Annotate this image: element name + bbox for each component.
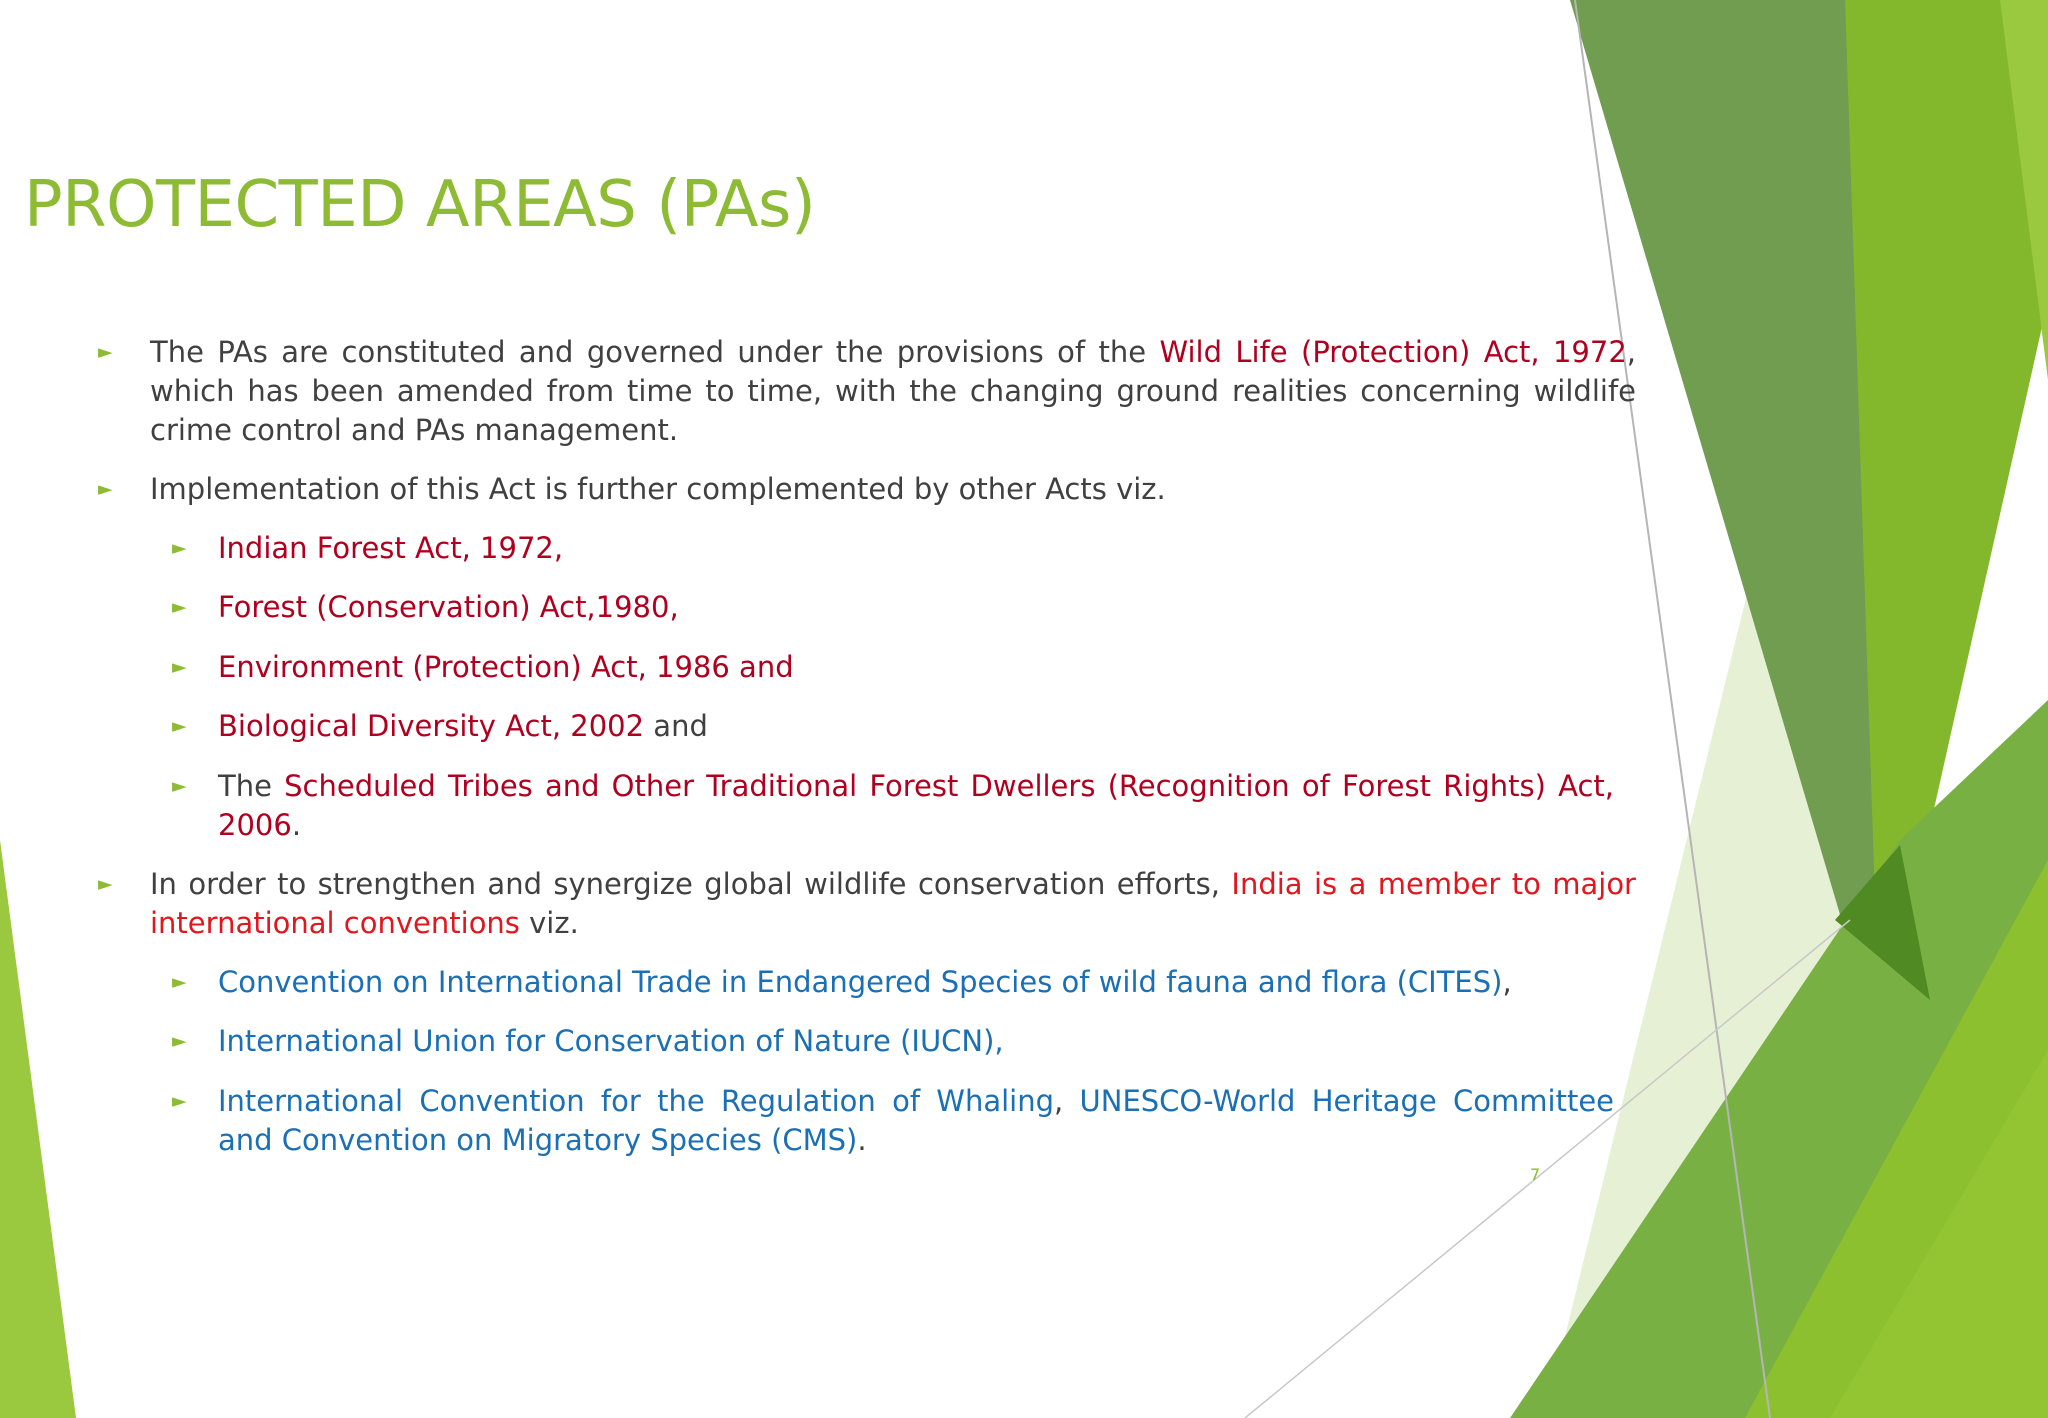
sub-bullet-act — [172, 767, 1615, 845]
sub-bullet-act — [172, 707, 1614, 746]
act-name: Environment (Protection) Act, 1986 and — [218, 650, 794, 684]
bullet-text: , — [1502, 965, 1512, 999]
green-triangle-bullet-icon: ► — [98, 478, 113, 500]
act-name: Biological Diversity Act, 2002 — [218, 709, 645, 743]
bullet-text: viz. — [519, 906, 579, 940]
green-triangle-bullet-icon: ► — [98, 341, 113, 363]
act-name: Scheduled Tribes and Other Traditional Forest Dwellers (Recognition of Forest Rights) Act, 2006 — [218, 769, 1615, 842]
bullet-international-conventions — [98, 865, 1636, 943]
act-name: Indian Forest Act, 1972, — [218, 531, 564, 565]
convention-name: International Convention for the Regulation of Whaling — [218, 1084, 1055, 1118]
convention-name: UNESCO-World Heritage Committee and Convention on Migratory Species (CMS) — [218, 1084, 1614, 1157]
bullet-text: In order to strengthen and synergize global wildlife conservation efforts, — [150, 867, 1232, 901]
green-triangle-bullet-icon: ► — [172, 537, 187, 559]
bullet-complementary-acts — [98, 470, 1636, 509]
sub-bullet-act — [172, 529, 1614, 568]
page-number: 7 — [1530, 1165, 1541, 1184]
bullet-text: , — [1054, 1084, 1080, 1118]
green-triangle-bullet-icon: ► — [172, 1030, 187, 1052]
sub-bullet-convention — [172, 963, 1614, 1002]
bullet-text: , which has been amended from time to time, with the changing ground realities concerning wildlife crime control and PAs management. — [150, 335, 1636, 447]
slide-title: PROTECTED AREAS (PAs) — [24, 168, 816, 242]
sub-bullet-act — [172, 648, 1614, 687]
green-triangle-bullet-icon: ► — [172, 775, 187, 797]
bullet-pas-governance — [98, 333, 1636, 450]
green-triangle-bullet-icon: ► — [172, 656, 187, 678]
bullet-text: The — [218, 769, 285, 803]
sub-bullet-convention — [172, 1022, 1614, 1061]
sub-bullet-convention — [172, 1082, 1614, 1160]
green-triangle-bullet-icon: ► — [98, 873, 113, 895]
green-triangle-bullet-icon: ► — [172, 1090, 187, 1112]
bullet-text: . — [291, 808, 302, 842]
bullet-text: and — [644, 709, 708, 743]
act-name: Wild Life (Protection) Act, 1972 — [1159, 335, 1627, 369]
sub-bullet-act — [172, 588, 1614, 627]
green-triangle-bullet-icon: ► — [172, 971, 187, 993]
act-name: Forest (Conservation) Act,1980, — [218, 590, 679, 624]
green-triangle-bullet-icon: ► — [172, 715, 187, 737]
highlight-text: India is a member to major international conventions — [150, 867, 1636, 940]
convention-name: International Union for Conservation of Nature (IUCN), — [218, 1024, 1004, 1058]
bullet-text: The PAs are constituted and governed under the provisions of the — [150, 335, 1160, 369]
bullet-text: . — [857, 1123, 867, 1157]
convention-name: Convention on International Trade in Endangered Species of wild fauna and flora (CITES) — [218, 965, 1503, 999]
bullet-text: Implementation of this Act is further complemented by other Acts viz. — [150, 472, 1166, 506]
green-triangle-bullet-icon: ► — [172, 596, 187, 618]
